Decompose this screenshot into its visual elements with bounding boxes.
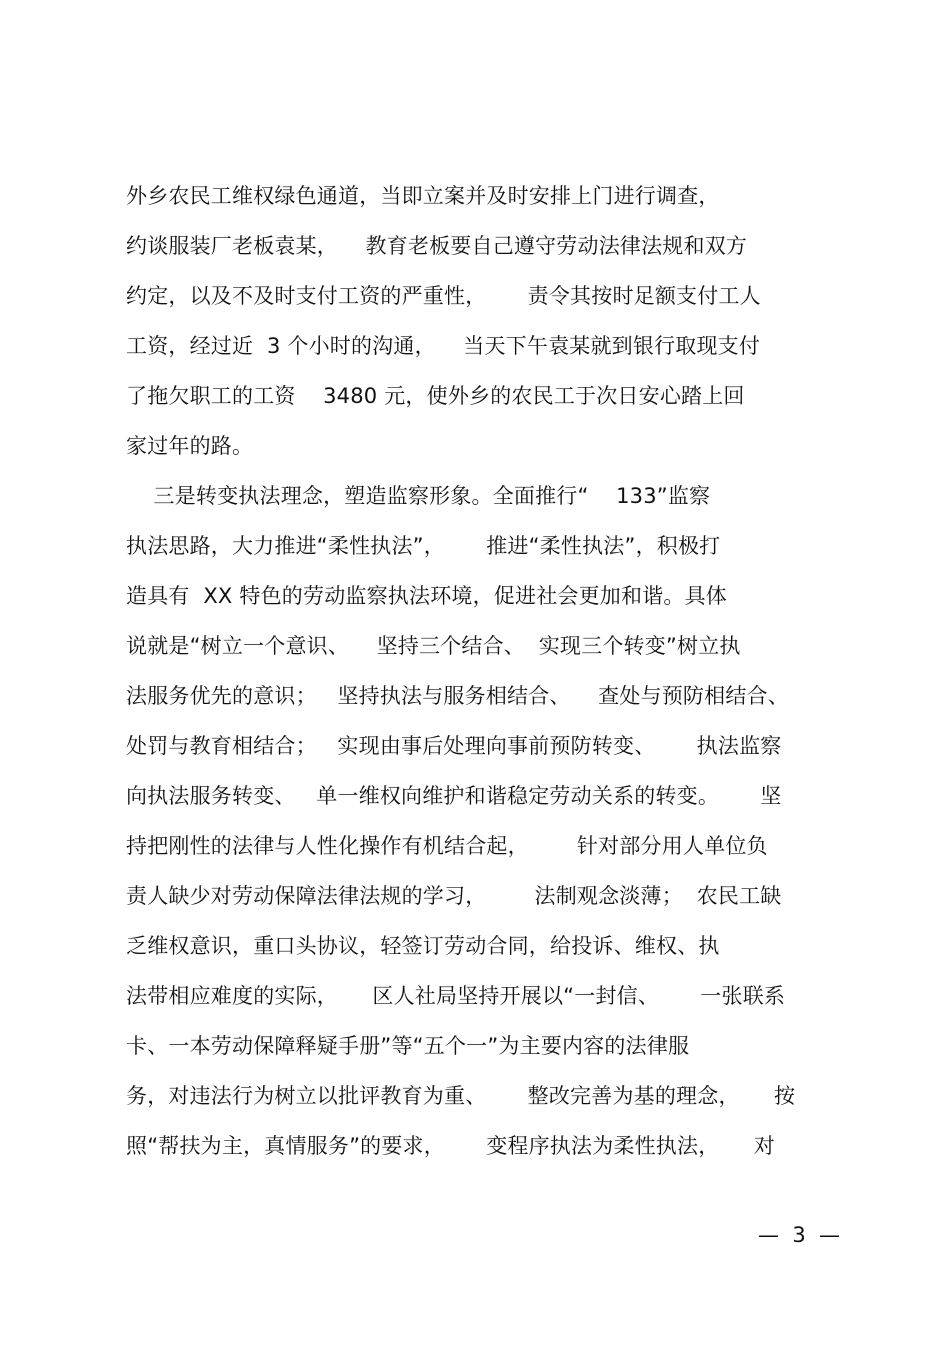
body-text-line: 务，对违法行为树立以批评教育为重、 整改完善为基的理念， 按 bbox=[126, 1084, 796, 1108]
body-text-line: 说就是“树立一个意识、 坚持三个结合、 实现三个转变”树立执 bbox=[126, 634, 741, 658]
body-text-line: 责人缺少对劳动保障法律法规的学习， 法制观念淡薄； 农民工缺 bbox=[126, 884, 782, 908]
body-text-line: 处罚与教育相结合； 实现由事后处理向事前预防转变、 执法监察 bbox=[126, 734, 782, 758]
body-text-line: 持把刚性的法律与人性化操作有机结合起， 针对部分用人单位负 bbox=[126, 834, 768, 858]
body-text-line: 家过年的路。 bbox=[126, 434, 254, 458]
body-text-line: 约定，以及不及时支付工资的严重性， 责令其按时足额支付工人 bbox=[126, 284, 761, 308]
body-text-line: 了拖欠职工的工资 3480 元，使外乡的农民工于次日安心踏上回 bbox=[126, 384, 745, 408]
body-text-line: 约谈服装厂老板袁某， 教育老板要自己遵守劳动法律法规和双方 bbox=[126, 234, 748, 258]
body-text-line: 执法思路，大力推进“柔性执法”， 推进“柔性执法”，积极打 bbox=[126, 534, 721, 558]
body-text-line: 照“帮扶为主，真情服务”的要求， 变程序执法为柔性执法， 对 bbox=[126, 1134, 775, 1158]
body-text-line: 法带相应难度的实际， 区人社局坚持开展以“一封信、 一张联系 bbox=[126, 984, 786, 1008]
body-text-line: 外乡农民工维权绿色通道，当即立案并及时安排上门进行调查， bbox=[126, 184, 720, 208]
body-text-line: 乏维权意识，重口头协议，轻签订劳动合同，给投诉、维权、执 bbox=[126, 934, 720, 958]
body-text-line: 法服务优先的意识； 坚持执法与服务相结合、 查处与预防相结合、 bbox=[126, 684, 789, 708]
body-text-line: 向执法服务转变、 单一维权向维护和谐稳定劳动关系的转变。 坚 bbox=[126, 784, 782, 808]
page-number: — 3 — bbox=[758, 1223, 841, 1247]
body-text-line: 工资，经过近 3 个小时的沟通， 当天下午袁某就到银行取现支付 bbox=[126, 334, 761, 358]
body-text-line: 卡、一本劳动保障释疑手册”等“五个一”为主要内容的法律服 bbox=[126, 1034, 690, 1058]
body-text-line: 三是转变执法理念，塑造监察形象。全面推行“ 133”监察 bbox=[126, 484, 711, 508]
body-text-line: 造具有 XX 特色的劳动监察执法环境，促进社会更加和谐。具体 bbox=[126, 584, 727, 608]
